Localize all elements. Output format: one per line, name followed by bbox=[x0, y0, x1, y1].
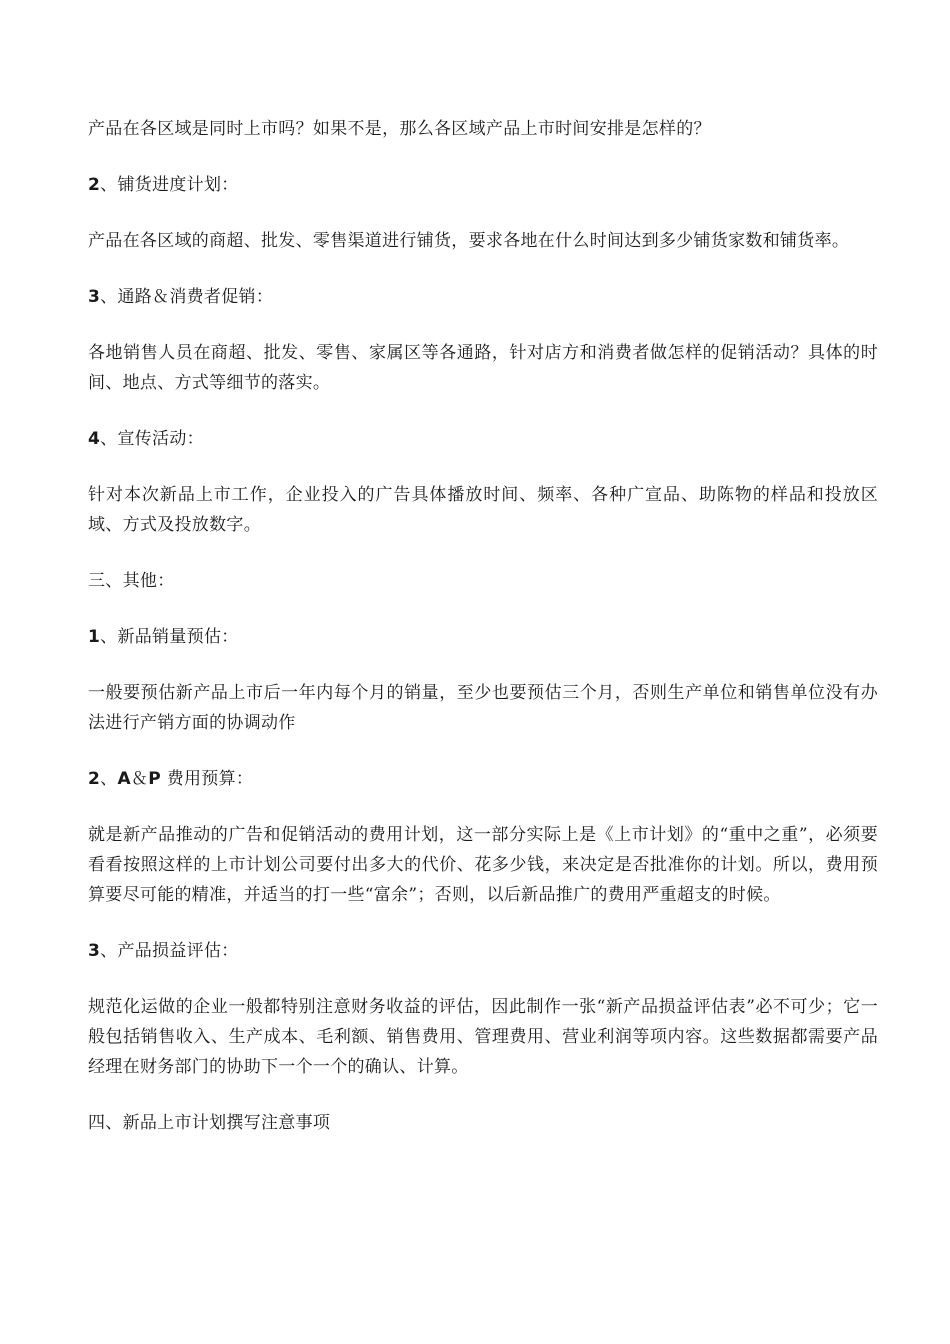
heading-text: 、通路＆消费者促销： bbox=[100, 287, 274, 307]
heading-number: 3 bbox=[88, 941, 101, 961]
section-heading bbox=[88, 622, 878, 652]
heading-ampersand: ＆ bbox=[130, 769, 149, 789]
heading-number: 2 bbox=[88, 769, 101, 789]
paragraph: 规范化运做的企业一般都特别注意财务收益的评估，因此制作一张“新产品损益评估表”必不可少；它一般包括销售收入、生产成本、毛利额、销售费用、管理费用、营业利润等项内容。这些数据都需要产品经理在财务部门的协助下一个一个的确认、计算。 bbox=[88, 997, 878, 1077]
heading-number: 4 bbox=[88, 429, 101, 449]
section-heading bbox=[88, 170, 878, 200]
heading-number: 1 bbox=[88, 627, 101, 647]
paragraph: 产品在各区域的商超、批发、零售渠道进行铺货，要求各地在什么时间达到多少铺货家数和铺货率。 bbox=[88, 231, 850, 251]
heading-text: 、铺货进度计划： bbox=[100, 175, 239, 195]
paragraph: 就是新产品推动的广告和促销活动的费用计划，这一部分实际上是《上市计划》的“重中之重”，必须要看看按照这样的上市计划公司要付出多大的代价、花多少钱，来决定是否批准你的计划。所以，费用预算要尽可能的精准，并适当的打一些“富余”；否则，以后新品推广的费用严重超支的时候。 bbox=[88, 825, 878, 905]
section-heading bbox=[88, 424, 878, 454]
heading-letter-p: P bbox=[148, 769, 161, 789]
document-body bbox=[88, 114, 878, 1138]
heading-text: 、 bbox=[100, 769, 118, 789]
heading-text: 、产品损益评估： bbox=[100, 941, 239, 961]
paragraph: 产品在各区域是同时上市吗？如果不是，那么各区域产品上市时间安排是怎样的？ bbox=[88, 119, 711, 139]
heading-text-tail: 费用预算： bbox=[161, 769, 254, 789]
section-title: 四、新品上市计划撰写注意事项 bbox=[88, 1113, 331, 1133]
section-heading bbox=[88, 764, 878, 794]
section-title: 三、其他： bbox=[88, 571, 175, 591]
section-heading bbox=[88, 282, 878, 312]
heading-text: 、宣传活动： bbox=[100, 429, 204, 449]
paragraph: 针对本次新品上市工作，企业投入的广告具体播放时间、频率、各种广宣品、助陈物的样品和投放区域、方式及投放数字。 bbox=[88, 485, 878, 535]
section-heading bbox=[88, 936, 878, 966]
paragraph: 一般要预估新产品上市后一年内每个月的销量，至少也要预估三个月，否则生产单位和销售单位没有办法进行产销方面的协调动作 bbox=[88, 683, 878, 733]
heading-number: 3 bbox=[88, 287, 101, 307]
heading-number: 2 bbox=[88, 175, 101, 195]
paragraph: 各地销售人员在商超、批发、零售、家属区等各通路，针对店方和消费者做怎样的促销活动？具体的时间、地点、方式等细节的落实。 bbox=[88, 343, 878, 393]
heading-letter-a: A bbox=[117, 769, 131, 789]
heading-text: 、新品销量预估： bbox=[100, 627, 239, 647]
